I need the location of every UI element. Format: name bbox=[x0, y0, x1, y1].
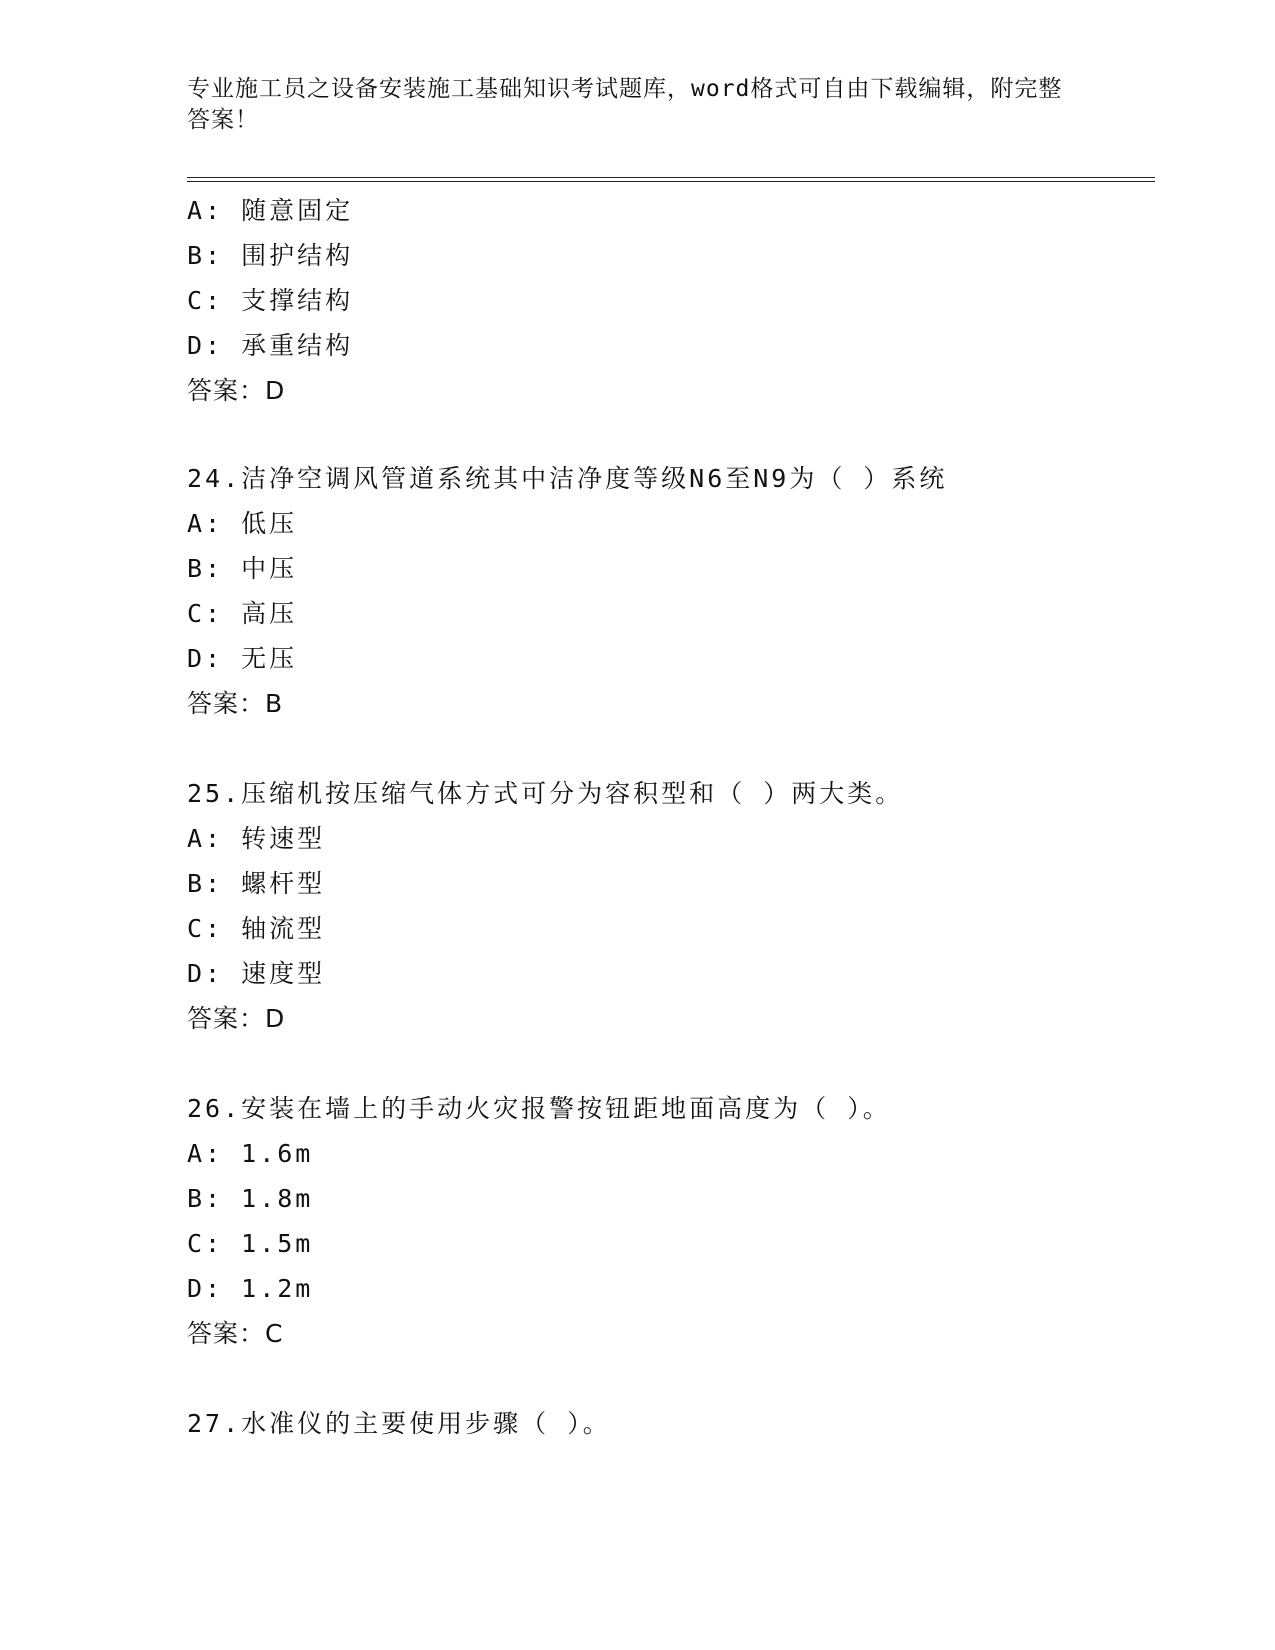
document-header: 专业施工员之设备安装施工基础知识考试题库，word格式可自由下载编辑，附完整答案！ bbox=[187, 76, 1063, 133]
q25-option-b: B: 螺杆型 bbox=[187, 869, 326, 898]
q24-answer: 答案：B bbox=[187, 689, 284, 718]
q25-question: 25.压缩机按压缩气体方式可分为容积型和（ ）两大类。 bbox=[187, 779, 904, 808]
q26-answer: 答案：C bbox=[187, 1319, 284, 1348]
q23-option-b: B: 围护结构 bbox=[187, 241, 354, 270]
q26-option-d: D: 1.2m bbox=[187, 1274, 314, 1303]
q23-option-c: C: 支撑结构 bbox=[187, 286, 354, 315]
q24-option-a: A: 低压 bbox=[187, 509, 298, 538]
q24-question: 24.洁净空调风管道系统其中洁净度等级N6至N9为（ ）系统 bbox=[187, 464, 948, 493]
q26-option-c: C: 1.5m bbox=[187, 1229, 314, 1258]
q25-option-a: A: 转速型 bbox=[187, 824, 326, 853]
q24-option-c: C: 高压 bbox=[187, 599, 298, 628]
q24-option-b: B: 中压 bbox=[187, 554, 298, 583]
q27-question: 27.水准仪的主要使用步骤（ ）。 bbox=[187, 1409, 611, 1438]
q25-answer: 答案：D bbox=[187, 1004, 286, 1033]
q25-option-c: C: 轴流型 bbox=[187, 914, 326, 943]
q25-option-d: D: 速度型 bbox=[187, 959, 326, 988]
q23-option-d: D: 承重结构 bbox=[187, 331, 354, 360]
q23-answer: 答案：D bbox=[187, 376, 286, 405]
q26-option-b: B: 1.8m bbox=[187, 1184, 314, 1213]
q26-question: 26.安装在墙上的手动火灾报警按钮距地面高度为（ ）。 bbox=[187, 1094, 891, 1123]
q23-option-a: A: 随意固定 bbox=[187, 196, 354, 225]
header-divider bbox=[187, 177, 1155, 182]
q24-option-d: D: 无压 bbox=[187, 644, 298, 673]
q26-option-a: A: 1.6m bbox=[187, 1139, 314, 1168]
